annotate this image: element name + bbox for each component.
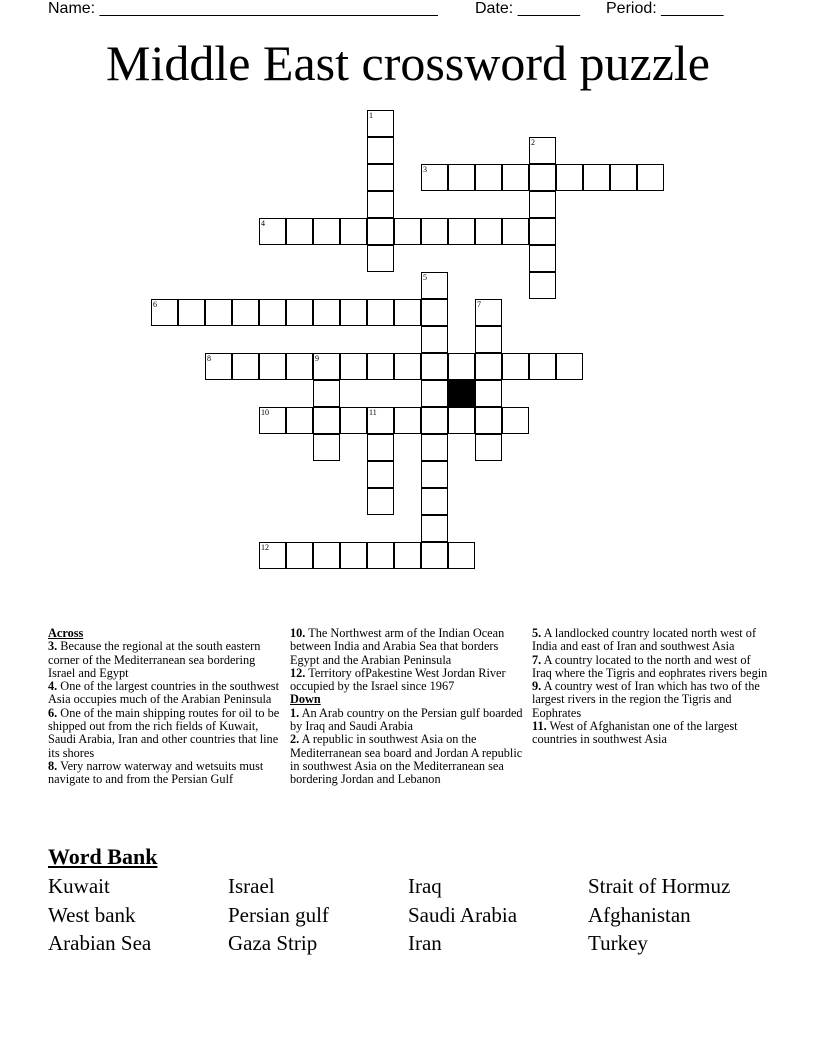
crossword-cell[interactable] <box>367 488 394 515</box>
crossword-cell[interactable] <box>340 218 367 245</box>
crossword-cell[interactable] <box>232 353 259 380</box>
crossword-cell[interactable] <box>529 353 556 380</box>
crossword-cell[interactable] <box>421 164 448 191</box>
crossword-cell[interactable] <box>421 461 448 488</box>
word-bank-item: Arabian Sea <box>48 931 152 955</box>
crossword-cell[interactable] <box>421 542 448 569</box>
crossword-cell[interactable] <box>421 434 448 461</box>
crossword-cell[interactable] <box>394 299 421 326</box>
crossword-cell[interactable] <box>421 272 448 299</box>
crossword-cell[interactable] <box>502 353 529 380</box>
crossword-cell[interactable] <box>286 218 313 245</box>
crossword-cell[interactable] <box>502 218 529 245</box>
crossword-cell[interactable] <box>475 380 502 407</box>
crossword-cell[interactable] <box>259 542 286 569</box>
crossword-cell[interactable] <box>367 218 394 245</box>
crossword-cell[interactable] <box>259 218 286 245</box>
crossword-cell[interactable] <box>367 299 394 326</box>
clue-down-2: 2. A republic in southwest Asia on the Mediterranean sea board and Jordan A republic in southwest Asia on the Mediterranean sea bordering Jordan and Lebanon <box>290 732 523 787</box>
clue-across-4: 4. One of the largest countries in the southwest Asia occupies much of the Arabian Peninsula <box>48 679 279 707</box>
crossword-cell[interactable] <box>448 164 475 191</box>
crossword-cell[interactable] <box>448 218 475 245</box>
period-field[interactable]: Period: _______ <box>606 0 724 17</box>
crossword-cell[interactable] <box>367 191 394 218</box>
word-bank-item: Iran <box>408 931 442 955</box>
word-bank-item: Gaza Strip <box>228 931 318 955</box>
crossword-cell[interactable] <box>313 299 340 326</box>
crossword-cell[interactable] <box>475 164 502 191</box>
crossword-cell[interactable] <box>475 299 502 326</box>
word-bank-item: Turkey <box>588 931 648 955</box>
clues-section <box>48 627 768 827</box>
date-field[interactable]: Date: _______ <box>475 0 580 17</box>
crossword-cell[interactable] <box>421 407 448 434</box>
crossword-cell[interactable] <box>286 542 313 569</box>
crossword-cell[interactable] <box>151 299 178 326</box>
crossword-cell[interactable] <box>421 515 448 542</box>
crossword-cell[interactable] <box>529 245 556 272</box>
crossword-cell[interactable] <box>367 245 394 272</box>
crossword-cell[interactable] <box>448 542 475 569</box>
crossword-cell[interactable] <box>556 164 583 191</box>
clue-number: 3 <box>423 165 427 174</box>
crossword-cell[interactable] <box>313 434 340 461</box>
word-bank-item: West bank <box>48 903 136 927</box>
clue-across-3: 3. Because the regional at the south eastern corner of the Mediterranean sea bordering Israel and Egypt <box>48 639 261 680</box>
crossword-cell[interactable] <box>340 542 367 569</box>
word-bank-item: Afghanistan <box>588 903 691 927</box>
crossword-cell[interactable] <box>448 407 475 434</box>
down-heading: Down <box>290 692 321 707</box>
name-field[interactable]: Name: ______________________________________ <box>48 0 438 17</box>
crossword-cell[interactable] <box>259 299 286 326</box>
crossword-cell[interactable] <box>286 299 313 326</box>
crossword-cell[interactable] <box>313 380 340 407</box>
clue-number: 10 <box>261 408 269 417</box>
crossword-cell[interactable] <box>367 461 394 488</box>
across-heading: Across <box>48 626 84 640</box>
crossword-cell[interactable] <box>502 164 529 191</box>
crossword-cell[interactable] <box>475 353 502 380</box>
clue-down-5: 5. A landlocked country located north west of India and east of Iran and southwest Asia <box>532 626 757 654</box>
crossword-cell[interactable] <box>313 218 340 245</box>
clue-number: 7 <box>477 300 481 309</box>
clue-number: 6 <box>153 300 157 309</box>
word-bank-item: Persian gulf <box>228 903 329 927</box>
crossword-cell[interactable] <box>475 434 502 461</box>
crossword-cell[interactable] <box>313 353 340 380</box>
crossword-cell[interactable] <box>259 407 286 434</box>
clue-number: 11 <box>369 408 377 417</box>
crossword-cell[interactable] <box>340 353 367 380</box>
word-bank-item: Israel <box>228 874 275 898</box>
word-bank-item: Iraq <box>408 874 442 898</box>
crossword-cell[interactable] <box>529 272 556 299</box>
clues-column-1 <box>48 627 280 787</box>
crossword-cell[interactable] <box>286 407 313 434</box>
crossword-cell[interactable] <box>421 380 448 407</box>
blocked-cell <box>448 380 475 407</box>
clue-down-7: 7. A country located to the north and west of Iraq where the Tigris and eophrates rivers begin <box>532 652 768 680</box>
clue-down-1: 1. An Arab country on the Persian gulf boarded by Iraq and Saudi Arabia <box>290 705 523 734</box>
word-bank <box>48 843 768 973</box>
word-bank-item: Saudi Arabia <box>408 903 518 927</box>
crossword-cell[interactable] <box>367 164 394 191</box>
crossword-cell[interactable] <box>367 407 394 434</box>
clue-down-11: 11. West of Afghanistan one of the largest countries in southwest Asia <box>532 719 738 747</box>
crossword-cell[interactable] <box>529 164 556 191</box>
crossword-cell[interactable] <box>340 407 367 434</box>
word-bank-item: Strait of Hormuz <box>588 874 731 898</box>
crossword-cell[interactable] <box>556 353 583 380</box>
crossword-cell[interactable] <box>475 326 502 353</box>
crossword-cell[interactable] <box>340 299 367 326</box>
page-title: Middle East crossword puzzle <box>105 35 710 91</box>
clue-number: 9 <box>315 354 319 363</box>
crossword-cell[interactable] <box>232 299 259 326</box>
crossword-cell[interactable] <box>475 407 502 434</box>
clue-number: 12 <box>261 543 269 552</box>
crossword-cell[interactable] <box>205 353 232 380</box>
crossword-cell[interactable] <box>313 407 340 434</box>
crossword-cell[interactable] <box>421 299 448 326</box>
crossword-cell[interactable] <box>205 299 232 326</box>
crossword-cell[interactable] <box>367 110 394 137</box>
crossword-cell[interactable] <box>421 353 448 380</box>
word-bank-title: Word Bank <box>48 844 158 869</box>
crossword-cell[interactable] <box>529 191 556 218</box>
crossword-cell[interactable] <box>421 326 448 353</box>
crossword-cell[interactable] <box>502 407 529 434</box>
clue-number: 5 <box>423 273 427 282</box>
clue-number: 8 <box>207 354 211 363</box>
crossword-cell[interactable] <box>637 164 664 191</box>
clue-across-10: 10. The Northwest arm of the Indian Ocean between India and Arabia Sea that borders Egypt and the Arabian Peninsula <box>290 626 505 667</box>
crossword-cell[interactable] <box>313 542 340 569</box>
crossword-cell[interactable] <box>367 434 394 461</box>
crossword-cell[interactable] <box>394 542 421 569</box>
clue-down-9: 9. A country west of Iran which has two of the largest rivers in the region the Tigris and Eophrates <box>532 679 760 720</box>
clues-column-3 <box>532 627 768 747</box>
crossword-cell[interactable] <box>529 218 556 245</box>
word-bank-item: Kuwait <box>48 874 110 898</box>
crossword-cell[interactable] <box>178 299 205 326</box>
crossword-cell[interactable] <box>394 218 421 245</box>
crossword-cell[interactable] <box>448 353 475 380</box>
crossword-cell[interactable] <box>610 164 637 191</box>
clue-across-6: 6. One of the main shipping routes for oil to be shipped out from the rich fields of Kuwait, Saudi Arabia, Iran and other countries that line its shores <box>48 705 280 760</box>
crossword-cell[interactable] <box>367 542 394 569</box>
clue-number: 4 <box>261 219 265 228</box>
crossword-cell[interactable] <box>475 218 502 245</box>
crossword-cell[interactable] <box>421 218 448 245</box>
crossword-cell[interactable] <box>259 353 286 380</box>
clue-number: 2 <box>531 138 535 147</box>
crossword-cell[interactable] <box>421 488 448 515</box>
crossword-cell[interactable] <box>367 353 394 380</box>
clue-across-8: 8. Very narrow waterway and wetsuits must navigate to and from the Persian Gulf <box>48 758 264 787</box>
crossword-cell[interactable] <box>367 137 394 164</box>
crossword-cell[interactable] <box>394 407 421 434</box>
crossword-cell[interactable] <box>529 137 556 164</box>
clues-column-2 <box>290 627 525 787</box>
clue-across-12: 12. Territory ofPakestine West Jordan River occupied by the Israel since 1967 <box>290 665 506 694</box>
crossword-cell[interactable] <box>286 353 313 380</box>
crossword-cell[interactable] <box>394 353 421 380</box>
crossword-cell[interactable] <box>583 164 610 191</box>
clue-number: 1 <box>369 111 373 120</box>
